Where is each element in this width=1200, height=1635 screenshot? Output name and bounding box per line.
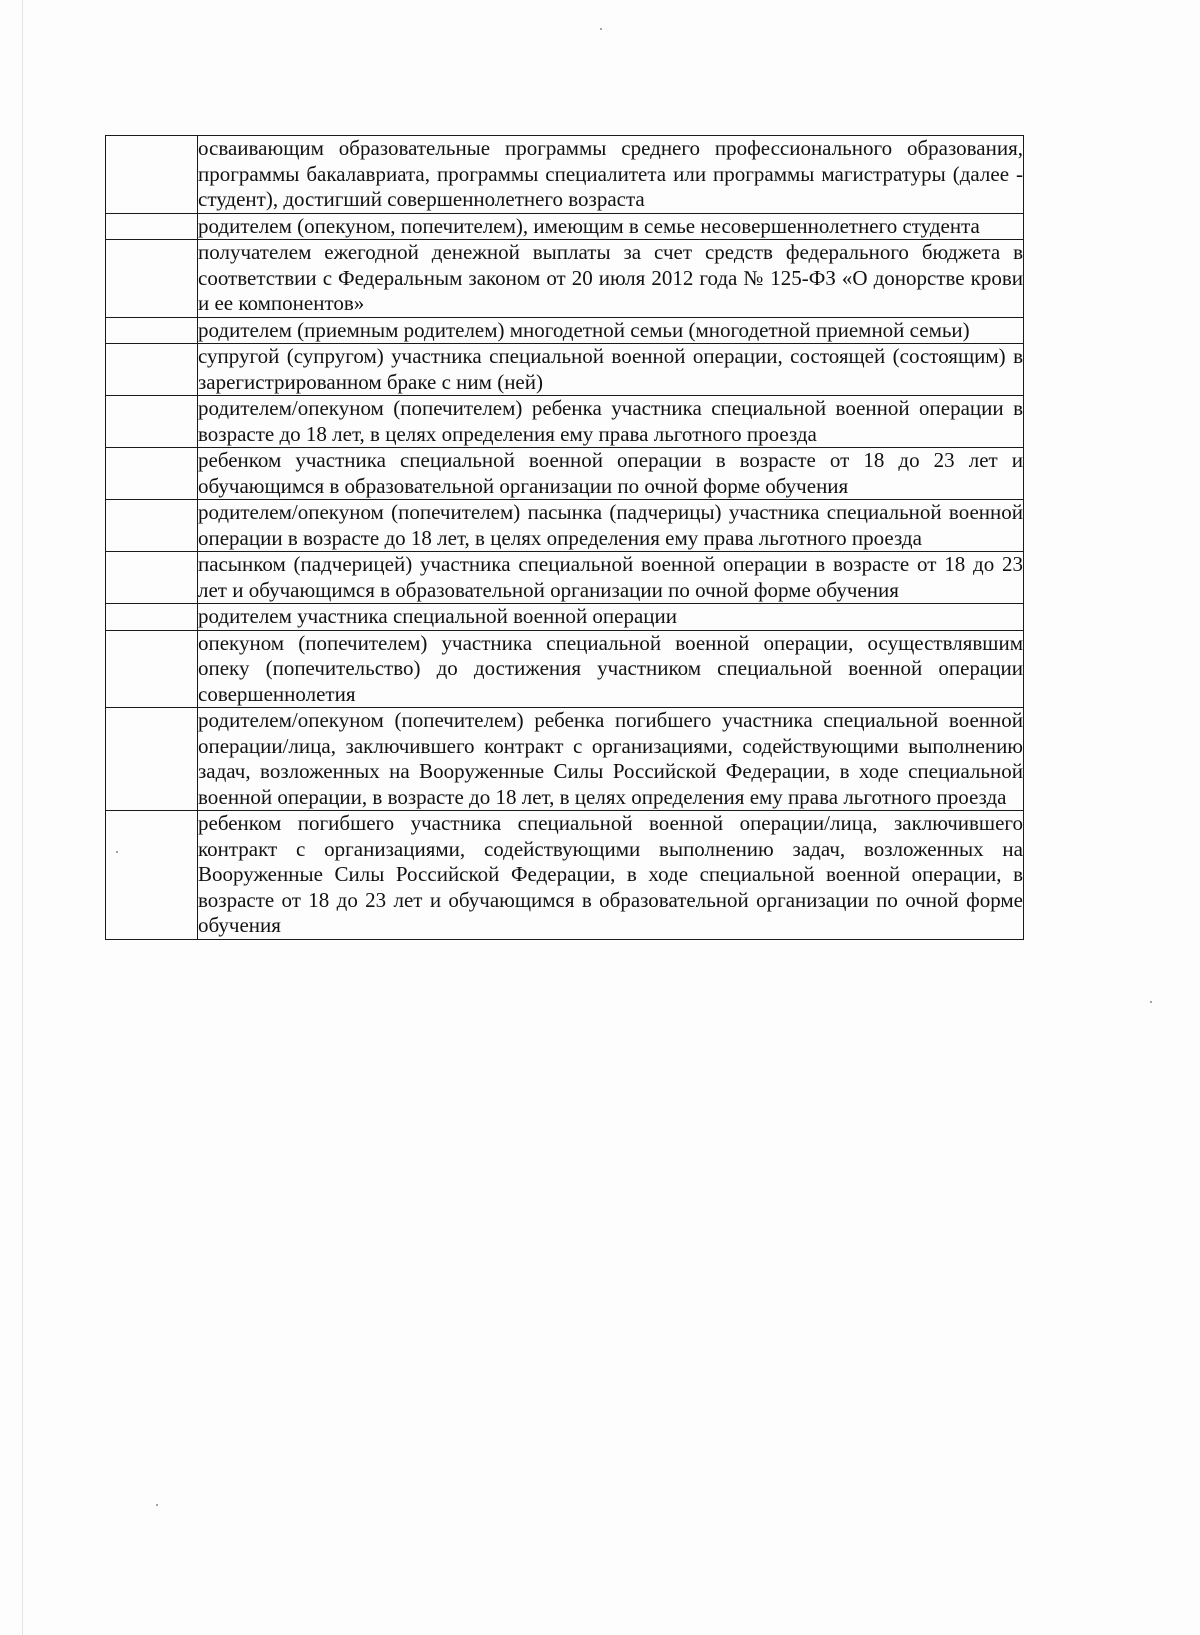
table-row bbox=[106, 136, 1024, 214]
category-text: опекуном (попечителем) участника специальной военной операции, осуществлявшим опеку (попечительство) до достижения участником специальной военной операции совершеннолетия bbox=[198, 630, 1023, 706]
category-text-cell bbox=[198, 630, 1024, 708]
category-text-cell bbox=[198, 213, 1024, 240]
category-text-cell bbox=[198, 448, 1024, 500]
table-row bbox=[106, 630, 1024, 708]
checkbox-cell[interactable] bbox=[106, 708, 198, 811]
category-text: родителем (опекуном, попечителем), имеющим в семье несовершеннолетнего студента bbox=[198, 213, 980, 238]
category-text: родителем/опекуном (попечителем) ребенка участника специальной военной операции в возрасте до 18 лет, в целях определения ему права льготного проезда bbox=[198, 396, 1023, 446]
category-table bbox=[105, 135, 1024, 940]
category-text: пасынком (падчерицей) участника специальной военной операции в возрасте от 18 до 23 лет и обучающимся в образовательной организации по очной форме обучения bbox=[198, 552, 1023, 602]
checkbox-cell[interactable] bbox=[106, 213, 198, 240]
checkbox-cell[interactable] bbox=[106, 811, 198, 940]
category-text: родителем/опекуном (попечителем) ребенка погибшего участника специальной военной операции/лица, заключившего контракт с организациями, содействующими выполнению задач, возложенных на Вооруженные Силы Российской Федерации, в ходе специальной военной операции, в возрасте до 18 лет, в целях определения ему права льготного проезда bbox=[198, 708, 1023, 809]
table-row bbox=[106, 500, 1024, 552]
checkbox-cell[interactable] bbox=[106, 317, 198, 344]
table-row bbox=[106, 240, 1024, 318]
category-text: ребенком погибшего участника специальной военной операции/лица, заключившего контракт с организациями, содействующими выполнению задач, возложенных на Вооруженные Силы Российской Федерации, в ходе специальной военной операции, в возрасте от 18 до 23 лет и обучающимся в образовательной организации по очной форме обучения bbox=[198, 811, 1023, 937]
category-text-cell bbox=[198, 136, 1024, 214]
category-text-cell bbox=[198, 396, 1024, 448]
category-text-cell bbox=[198, 500, 1024, 552]
table-row bbox=[106, 448, 1024, 500]
scan-edge-line bbox=[22, 0, 23, 1635]
category-text-cell bbox=[198, 708, 1024, 811]
checkbox-cell[interactable] bbox=[106, 448, 198, 500]
checkbox-cell[interactable] bbox=[106, 500, 198, 552]
checkbox-cell[interactable] bbox=[106, 604, 198, 631]
checkbox-cell[interactable] bbox=[106, 136, 198, 214]
category-text: родителем/опекуном (попечителем) пасынка (падчерицы) участника специальной военной операции в возрасте до 18 лет, в целях определения ему права льготного проезда bbox=[198, 500, 1023, 550]
category-text: супругой (супругом) участника специальной военной операции, состоящей (состоящим) в зарегистрированном браке с ним (ней) bbox=[198, 344, 1023, 394]
category-text: родителем (приемным родителем) многодетной семьи (многодетной приемной семьи) bbox=[198, 317, 970, 342]
category-text: осваивающим образовательные программы среднего профессионального образования, программы бакалавриата, программы специалитета или программы магистратуры (далее - студент), достигший совершеннолетнего возраста bbox=[198, 136, 1023, 211]
scan-speck bbox=[1150, 1001, 1152, 1003]
table-row bbox=[106, 317, 1024, 344]
category-text-cell bbox=[198, 240, 1024, 318]
table-row bbox=[106, 552, 1024, 604]
table-row bbox=[106, 396, 1024, 448]
category-table-body bbox=[106, 136, 1024, 940]
category-text: ребенком участника специальной военной операции в возрасте от 18 до 23 лет и обучающимся в образовательной организации по очной форме обучения bbox=[198, 448, 1023, 498]
category-text-cell bbox=[198, 552, 1024, 604]
checkbox-cell[interactable] bbox=[106, 630, 198, 708]
table-row bbox=[106, 344, 1024, 396]
checkbox-cell[interactable] bbox=[106, 552, 198, 604]
category-text: получателем ежегодной денежной выплаты за счет средств федерального бюджета в соответствии с Федеральным законом от 20 июля 2012 года № 125-ФЗ «О донорстве крови и ее компонентов» bbox=[198, 240, 1023, 315]
category-text-cell bbox=[198, 811, 1024, 940]
category-text-cell bbox=[198, 344, 1024, 396]
checkbox-cell[interactable] bbox=[106, 396, 198, 448]
scan-speck bbox=[156, 1504, 158, 1506]
category-text: родителем участника специальной военной операции bbox=[198, 604, 678, 628]
scan-speck bbox=[600, 28, 602, 30]
table-row bbox=[106, 708, 1024, 811]
table-row bbox=[106, 811, 1024, 940]
table-row bbox=[106, 213, 1024, 240]
checkbox-cell[interactable] bbox=[106, 240, 198, 318]
category-text-cell bbox=[198, 604, 1024, 631]
scan-speck bbox=[116, 851, 118, 853]
checkbox-cell[interactable] bbox=[106, 344, 198, 396]
table-row bbox=[106, 604, 1024, 631]
category-text-cell bbox=[198, 317, 1024, 344]
